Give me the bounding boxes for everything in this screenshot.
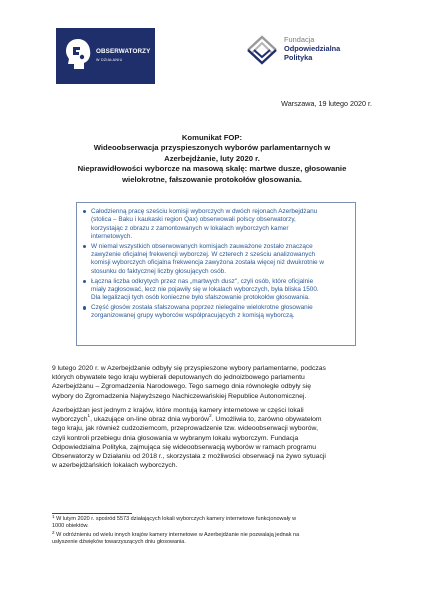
observers-logo-line1: OBSERWATORZY [96, 48, 151, 55]
footnote-line [52, 532, 372, 539]
fop-logo-line3: Polityka [284, 53, 313, 62]
paragraph-line: wybory do Zgromadzenia Najwyższego Nachiczewańskiej Republice Autonomicznej. [52, 392, 307, 400]
paragraph-line: Azerbejdżan jest jednym z krajów, które montują kamery internetowe w części lokali [52, 407, 304, 414]
observers-logo [56, 28, 155, 84]
footnote-number: 2 [52, 530, 55, 535]
paragraph-line: Azerbejdżanu – Zgromadzenia Narodowego. Tego samego dnia równolegle odbyły się [52, 383, 312, 391]
summary-line: W niemal wszystkich obserwowanych komisjach zauważone zostało znaczące [91, 242, 313, 250]
summary-line: (stolica – Baku i kaukaski region Qax) obserwowali polscy obserwatorzy, [91, 216, 296, 224]
observers-logo-line2: W DZIAŁANIU [96, 58, 123, 62]
paragraph-webcams [52, 406, 372, 470]
paragraph-elections [52, 364, 372, 401]
footnote-line [52, 516, 372, 523]
document-title [60, 133, 364, 185]
summary-line: Łączna liczba odkrytych przez nas „martwych dusz", czyli osób, które oficjalnie [91, 277, 314, 285]
summary-line: stosunku do faktycznej liczby głosujących osób. [91, 267, 226, 275]
fop-logo [244, 30, 354, 72]
paragraph-text: . Umożliwia to, zarówno obywatelom [211, 416, 322, 424]
footnote-ref-1[interactable]: 1 [87, 413, 91, 419]
head-profile-icon [60, 36, 96, 72]
footnote-divider [52, 513, 132, 514]
paragraph-line: w azerbejdżańskich lokalach wyborczych. [52, 462, 178, 470]
title-line: wielokrotne, fałszowanie protokołów głosowania. [122, 174, 302, 184]
footnote-ref-2[interactable]: 2 [209, 413, 212, 419]
paragraph-line: 9 lutego 2020 r. w Azerbejdżanie odbyły się przyspieszone wybory parlamentarne, podczas [52, 365, 326, 372]
paragraph-text: wyborczych [52, 416, 88, 424]
document-date: Warszawa, 19 lutego 2020 r. [281, 99, 372, 108]
fop-logo-line2: Odpowiedzialna [284, 44, 341, 53]
paragraph-line [52, 415, 372, 424]
title-line: Wideoobserwacja przyspieszonych wyborów parlamentarnych w [93, 143, 331, 153]
footnote-line: usłyszenie dźwięków towarzyszących dniu głosowania. [52, 539, 186, 546]
summary-item [91, 278, 351, 303]
summary-line: komisji wyborczych oficjalna frekwencja zawyżona została więcej niż dwukrotnie w [91, 259, 324, 267]
paragraph-line: czyli kontroli przebiegu dnia głosowania w wybranym lokalu wyborczym. Fundacja [52, 434, 299, 442]
paragraph-line: Obserwatorzy w Działaniu od 2018 r., skorzystała z możliwości obserwacji na żywo sytuacji [52, 453, 326, 461]
summary-item [91, 208, 351, 241]
paragraph-line: Odpowiedzialna Polityka, zajmująca się wideoobserwacją wyborów w ramach programu [52, 443, 317, 451]
summary-item [91, 304, 351, 321]
title-line: Azerbejdżanie, luty 2020 r. [164, 153, 260, 163]
summary-line: zawyżenie oficjalnej frekwencji wyborczej. W czterech z sześciu analizowanych [91, 251, 316, 259]
footnote-number: 1 [52, 514, 55, 519]
paragraph-line: tego kraju, jak również cudzoziemcom, przeprowadzenie tzw. wideoobserwacji wyborów, [52, 425, 318, 433]
title-line: Komunikat FOP: [181, 133, 243, 142]
footnote-text: W odróżnieniu od wielu innych krajów kamery internetowe w Azerbejdżanie nie pozwalają jednak na [54, 532, 300, 538]
fop-diamond-logo-icon [244, 34, 280, 66]
paragraph-text: , ukazujące on-line obraz dnia wyborów [90, 416, 210, 424]
fop-logo-line1: Fundacja [284, 35, 315, 44]
title-line: Nieprawidłowości wyborcze na masową skalę: martwe dusze, głosowanie [77, 164, 347, 174]
footnote-text: W lutym 2020 r. spośród 5573 działających lokali wyborczych kamery internetowe funkcjonowały w [54, 516, 297, 522]
footnote-1 [52, 516, 372, 530]
summary-line: zorganizowanej grupy wyborców współpracujących z komisją wyborczą. [91, 312, 295, 320]
summary-list [77, 203, 355, 321]
summary-line: Część głosów została sfałszowana poprzez nielegalne wielokrotne głosowanie [91, 304, 313, 312]
summary-box [76, 202, 356, 346]
summary-line: internetowych. [91, 232, 133, 240]
paragraph-line: których obywatele tego kraju wybierali deputowanych do jednoizbowego parlamentu [52, 374, 305, 382]
summary-line: Całodzienną pracę sześciu komisji wyborczych w dwóch rejonach Azerbejdżanu [91, 208, 318, 215]
summary-line: Dla legalizacji tych osób konieczne było sfałszowanie protokołów głosowania. [91, 294, 310, 302]
summary-item [91, 243, 351, 276]
footnote-line: 1000 obiektów. [52, 523, 89, 530]
summary-line: korzystając z obrazu z zamontowanych w lokalach wyborczych kamer [91, 224, 289, 232]
summary-line: miały zagłosować, lecz nie pojawiły się w lokalach wyborczych, była bliska 1500. [91, 285, 319, 293]
footnote-2 [52, 532, 372, 546]
